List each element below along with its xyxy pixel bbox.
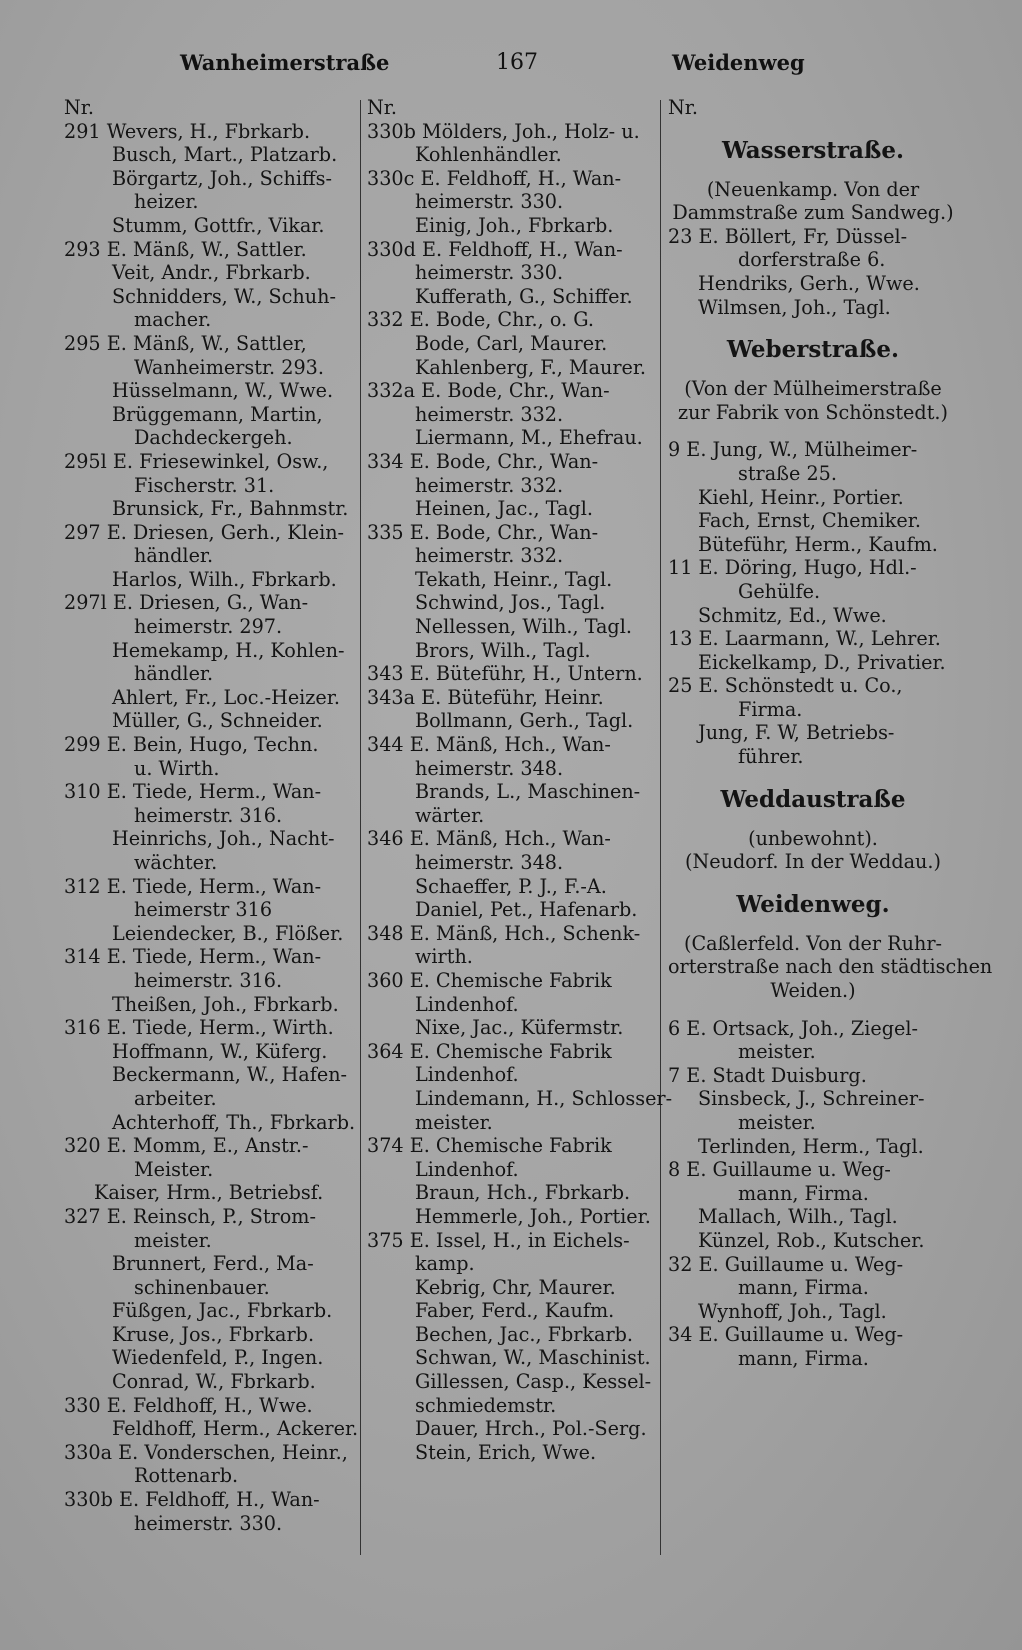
column-middle [367, 96, 673, 1464]
entry-line: mann, Firma. [738, 1181, 869, 1205]
entry-line: Tekath, Heinr., Tagl. [415, 567, 613, 591]
entry-line: Liermann, M., Ehefrau. [415, 426, 643, 450]
entry-line: 332a E. Bode, Chr., Wan- [367, 379, 610, 403]
entry-line: Börgartz, Joh., Schiffs- [112, 166, 332, 190]
entry-line: Lindemann, H., Schlosser- [415, 1086, 673, 1110]
entry-line: 13 E. Laarmann, W., Lehrer. [668, 627, 941, 651]
entry-line: Harlos, Wilh., Fbrkarb. [112, 567, 337, 591]
entry-line: 374 E. Chemische Fabrik [367, 1134, 612, 1158]
entry-line: meister. [415, 1110, 493, 1134]
entry-line: 330b Mölders, Joh., Holz- u. [367, 119, 640, 143]
entry-line: wärter. [415, 803, 485, 827]
entry-line: Faber, Ferd., Kaufm. [415, 1299, 615, 1323]
entry-line: Wilmsen, Joh., Tagl. [698, 295, 891, 319]
entry-line: 360 E. Chemische Fabrik [367, 968, 612, 992]
entry-line: meister. [738, 1111, 816, 1134]
street-heading: Weidenweg. [736, 890, 890, 918]
entry-line: 335 E. Bode, Chr., Wan- [367, 520, 599, 544]
entry-line: Wanheimerstr. 293. [134, 355, 324, 379]
entry-line: Stumm, Gottfr., Vikar. [112, 213, 325, 237]
entry-line: Lindenhof. [415, 1063, 519, 1087]
entry-line: Büteführ, Herm., Kaufm. [698, 532, 938, 556]
entry-line: heimerstr. 348. [415, 756, 564, 780]
entry-line: meister. [134, 1228, 212, 1252]
entry-line: Nr. [64, 96, 94, 119]
entry-line: Kaiser, Hrm., Betriebsf. [94, 1181, 324, 1205]
entry-line: Lindenhof. [415, 1157, 519, 1181]
entry-line: Conrad, W., Fbrkarb. [112, 1370, 316, 1394]
entry-line: Schaeffer, P. J., F.-A. [415, 874, 607, 898]
entry-line: 316 E. Tiede, Herm., Wirth. [64, 1016, 334, 1040]
entry-line: 344 E. Mänß, Hch., Wan- [367, 733, 611, 757]
entry-line: Hoffmann, W., Küferg. [112, 1039, 328, 1063]
street-description-line: (Neudorf. In der Weddau.) [684, 850, 941, 874]
entry-line: Heinrichs, Joh., Nacht- [112, 827, 335, 851]
entry-line: Terlinden, Herm., Tagl. [698, 1134, 924, 1158]
entry-line: Brüggemann, Martin, [112, 402, 323, 426]
entry-line: 364 E. Chemische Fabrik [367, 1039, 612, 1063]
entry-line: Kebrig, Chr, Maurer. [415, 1275, 616, 1299]
entry-line: heimerstr. 332. [415, 402, 564, 426]
entry-line: macher. [134, 308, 212, 332]
entry-line: dorferstraße 6. [738, 248, 886, 272]
entry-line: heimerstr. 330. [415, 190, 564, 214]
entry-line: heimerstr. 316. [134, 803, 283, 827]
entry-line: Sinsbeck, J., Schreiner- [698, 1087, 925, 1111]
entry-line: Meister. [134, 1157, 214, 1181]
column-divider [360, 100, 361, 1555]
entry-line: Achterhoff, Th., Fbrkarb. [112, 1110, 356, 1134]
entry-line: Firma. [738, 697, 803, 721]
entry-line: wächter. [134, 851, 218, 874]
entry-line: kamp. [415, 1252, 475, 1276]
column-divider [660, 100, 661, 1555]
entry-line: 25 E. Schönstedt u. Co., [668, 674, 903, 698]
entry-line: Bode, Carl, Maurer. [415, 331, 608, 355]
entry-line: Nellessen, Wilh., Tagl. [415, 615, 632, 639]
entry-line: Dachdeckergeh. [134, 426, 293, 450]
entry-line: 332 E. Bode, Chr., o. G. [367, 308, 594, 332]
spacer [668, 1003, 958, 1017]
entry-line: 297 E. Driesen, Gerh., Klein- [64, 520, 345, 544]
entry-line: 327 E. Reinsch, P., Strom- [64, 1204, 316, 1228]
street-description-line: (Neuenkamp. Von der [706, 177, 920, 201]
entry-line: händler. [134, 544, 214, 568]
street-description-line: (unbewohnt). [748, 826, 878, 850]
entry-line: Beckermann, W., Hafen- [112, 1063, 348, 1087]
street-heading: Weddaustraße [720, 785, 906, 813]
entry-line: Kohlenhändler. [415, 143, 562, 167]
entry-line: meister. [738, 1040, 816, 1064]
entry-line: Einig, Joh., Fbrkarb. [415, 213, 614, 237]
entry-line: wirth. [415, 945, 473, 969]
entry-line: Lindenhof. [415, 992, 519, 1016]
entry-line: 299 E. Bein, Hugo, Techn. [64, 733, 319, 757]
entry-line: Gehülfe. [738, 579, 821, 603]
entry-line: 320 E. Momm, E., Anstr.- [64, 1134, 309, 1158]
entry-line: 330 E. Feldhoff, H., Wwe. [64, 1393, 313, 1417]
entry-line: Füßgen, Jac., Fbrkarb. [112, 1299, 333, 1323]
entry-line: Müller, G., Schneider. [112, 709, 323, 733]
entry-line: Nr. [668, 96, 698, 119]
entry-line: 11 E. Döring, Hugo, Hdl.- [668, 556, 917, 580]
entry-line: 343 E. Büteführ, H., Untern. [367, 662, 643, 686]
entry-line: Wiedenfeld, P., Ingen. [112, 1346, 324, 1370]
entry-line: Kiehl, Heinr., Portier. [698, 485, 904, 509]
spacer [668, 424, 958, 438]
entry-line: 330a E. Vonderschen, Heinr., [64, 1440, 348, 1464]
entry-line: Nixe, Jac., Küfermstr. [415, 1016, 624, 1040]
entry-line: schmiedemstr. [415, 1393, 557, 1417]
entry-line: Heinen, Jac., Tagl. [415, 497, 593, 521]
entry-line: 375 E. Issel, H., in Eichels- [367, 1228, 630, 1252]
entry-line: 334 E. Bode, Chr., Wan- [367, 449, 599, 473]
entry-line: Busch, Mart., Platzarb. [112, 143, 338, 167]
entry-line: Hüsselmann, W., Wwe. [112, 379, 334, 403]
entry-line: 6 E. Ortsack, Joh., Ziegel- [668, 1016, 918, 1040]
entry-line: heimerstr. 330. [134, 1511, 283, 1535]
entry-line: Nr. [367, 96, 397, 119]
entry-line: 8 E. Guillaume u. Weg- [668, 1158, 891, 1182]
entry-line: 9 E. Jung, W., Mülheimer- [668, 438, 918, 462]
entry-line: 330d E. Feldhoff, H., Wan- [367, 237, 623, 261]
street-heading: Weberstraße. [726, 336, 900, 364]
entry-line: Kufferath, G., Schiffer. [415, 284, 633, 308]
entry-line: heimerstr. 316. [134, 968, 283, 992]
entry-line: heizer. [134, 190, 199, 214]
entry-line: 310 E. Tiede, Herm., Wan- [64, 780, 322, 804]
entry-line: Kahlenberg, F., Maurer. [415, 355, 647, 379]
running-header-left: Wanheimerstraße [180, 50, 390, 75]
entry-line: 295l E. Friesewinkel, Osw., [64, 449, 329, 473]
entry-line: heimerstr. 297. [134, 615, 283, 639]
entry-line: straße 25. [738, 461, 837, 485]
entry-line: 314 E. Tiede, Herm., Wan- [64, 945, 322, 969]
entry-line: Theißen, Joh., Fbrkarb. [112, 992, 339, 1016]
entry-line: heimerstr. 348. [415, 851, 564, 874]
street-description-line: orterstraße nach den städtischen [668, 955, 993, 979]
entry-line: 23 E. Böllert, Fr, Düssel- [668, 224, 908, 248]
entry-line: Brors, Wilh., Tagl. [415, 638, 591, 662]
street-description-line: (Caßlerfeld. Von der Ruhr- [684, 931, 942, 955]
entry-line: Hemmerle, Joh., Portier. [415, 1204, 651, 1228]
entry-line: Feldhoff, Herm., Ackerer. [112, 1417, 359, 1441]
entry-line: führer. [738, 745, 804, 769]
entry-line: Veit, Andr., Fbrkarb. [112, 261, 311, 285]
entry-line: mann, Firma. [738, 1276, 869, 1300]
entry-line: Wynhoff, Joh., Tagl. [698, 1299, 887, 1323]
entry-line: Schwan, W., Maschinist. [415, 1346, 651, 1370]
street-description-line: Weiden.) [770, 979, 856, 1003]
entry-line: 312 E. Tiede, Herm., Wan- [64, 874, 322, 898]
entry-line: Rottenarb. [134, 1464, 239, 1488]
running-header-right: Weidenweg [672, 50, 805, 75]
entry-line: arbeiter. [134, 1086, 217, 1110]
entry-line: Schmitz, Ed., Wwe. [698, 603, 887, 627]
entry-line: 348 E. Mänß, Hch., Schenk- [367, 921, 641, 945]
entry-line: Fach, Ernst, Chemiker. [698, 509, 921, 533]
entry-line: Stein, Erich, Wwe. [415, 1440, 597, 1464]
entry-line: Mallach, Wilh., Tagl. [698, 1205, 898, 1229]
entry-line: 297l E. Driesen, G., Wan- [64, 591, 309, 615]
column-left [64, 96, 359, 1535]
entry-line: heimerstr 316 [134, 898, 273, 922]
entry-line: 343a E. Büteführ, Heinr. [367, 685, 604, 709]
entry-line: 346 E. Mänß, Hch., Wan- [367, 827, 611, 851]
street-description-line: (Von der Mülheimerstraße [684, 377, 942, 401]
entry-line: Kruse, Jos., Fbrkarb. [112, 1322, 315, 1346]
entry-line: Gillessen, Casp., Kessel- [415, 1370, 652, 1394]
entry-line: Dauer, Hrch., Pol.-Serg. [415, 1417, 647, 1441]
entry-line: schinenbauer. [134, 1275, 270, 1299]
entry-line: Fischerstr. 31. [134, 473, 275, 497]
entry-line: 32 E. Guillaume u. Weg- [668, 1252, 904, 1276]
entry-line: Schnidders, W., Schuh- [112, 284, 336, 308]
entry-line: Braun, Hch., Fbrkarb. [415, 1181, 631, 1205]
street-heading: Wasserstraße. [721, 136, 905, 164]
entry-line: heimerstr. 330. [415, 261, 564, 285]
entry-line: 293 E. Mänß, W., Sattler. [64, 237, 307, 261]
entry-line: 291 Wevers, H., Fbrkarb. [64, 119, 311, 143]
entry-line: Brands, L., Maschinen- [415, 780, 641, 804]
entry-line: händler. [134, 662, 214, 686]
entry-line: Schwind, Jos., Tagl. [415, 591, 606, 615]
entry-line: Bechen, Jac., Fbrkarb. [415, 1322, 634, 1346]
entry-line: 330b E. Feldhoff, H., Wan- [64, 1488, 320, 1512]
entry-line: heimerstr. 332. [415, 473, 564, 497]
entry-line: Jung, F. W, Betriebs- [698, 721, 895, 745]
entry-line: Daniel, Pet., Hafenarb. [415, 898, 638, 922]
entry-line: mann, Firma. [738, 1346, 869, 1370]
street-description-line: Dammstraße zum Sandweg.) [672, 201, 954, 225]
entry-line: heimerstr. 332. [415, 544, 564, 568]
entry-line: Ahlert, Fr., Loc.-Heizer. [112, 685, 340, 709]
entry-line: Künzel, Rob., Kutscher. [698, 1228, 925, 1252]
entry-line: Leiendecker, B., Flößer. [112, 921, 344, 945]
entry-line: Hendriks, Gerh., Wwe. [698, 271, 920, 295]
entry-line: Eickelkamp, D., Privatier. [698, 650, 946, 674]
entry-line: Brunnert, Ferd., Ma- [112, 1252, 314, 1276]
page-number: 167 [496, 50, 538, 75]
entry-line: 295 E. Mänß, W., Sattler, [64, 331, 307, 355]
entry-line: Hemekamp, H., Kohlen- [112, 638, 345, 662]
street-description-line: zur Fabrik von Schönstedt.) [677, 400, 948, 424]
entry-line: Brunsick, Fr., Bahnmstr. [112, 497, 349, 521]
entry-line: 7 E. Stadt Duisburg. [668, 1063, 867, 1087]
entry-line: 330c E. Feldhoff, H., Wan- [367, 166, 622, 190]
entry-line: 34 E. Guillaume u. Weg- [668, 1323, 904, 1347]
entry-line: u. Wirth. [134, 756, 220, 780]
entry-line: Bollmann, Gerh., Tagl. [415, 709, 634, 733]
column-right [668, 96, 993, 1371]
